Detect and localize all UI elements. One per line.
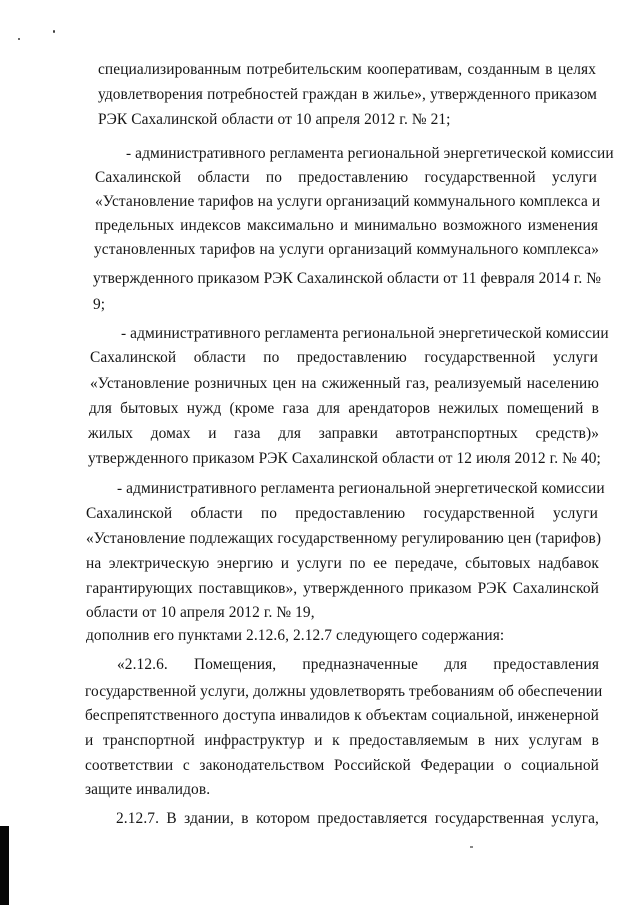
text-line: - административного регламента региональной энергетической комиссии (117, 480, 605, 497)
text-line: государственной услуги, должны удовлетворять требованиям об обеспечении (85, 683, 603, 700)
text-line: Сахалинской области по предоставлению государственной услуги (86, 505, 598, 522)
text-line: утвержденного приказом РЭК Сахалинской области от 11 февраля 2014 г. № (93, 270, 602, 287)
text-line: и транспортной инфраструктур и к предоставляемым в них услугам в (85, 732, 599, 749)
scan-binding-edge (0, 826, 9, 905)
text-line: РЭК Сахалинской области от 10 апреля 2012 г. № 21; (98, 111, 451, 128)
text-line: дополнив его пунктами 2.12.6, 2.12.7 следующего содержания: (86, 627, 505, 644)
text-line: области от 10 апреля 2012 г. № 19, (86, 604, 315, 621)
text-line: «Установление подлежащих государственному регулированию цен (тарифов) (86, 530, 602, 547)
text-line: «Установление тарифов на услуги организаций коммунального комплекса и (95, 193, 601, 210)
scan-speck (53, 30, 55, 33)
text-line: защите инвалидов. (85, 781, 211, 798)
text-line: удовлетворения потребностей граждан в жилье», утвержденного приказом (98, 86, 597, 103)
text-line: 9; (93, 296, 106, 313)
text-line: «Установление розничных цен на сжиженный газ, реализуемый населению (90, 375, 599, 392)
text-line: Сахалинской области по предоставлению государственной услуги (95, 169, 597, 186)
text-line: на электрическую энергию и услуги по ее передаче, сбытовых надбавок (86, 555, 599, 572)
text-line: Сахалинской области по предоставлению государственной услуги (90, 349, 598, 366)
scan-speck (18, 38, 20, 40)
text-line: гарантирующих поставщиков», утвержденного приказом РЭК Сахалинской (86, 580, 599, 597)
text-line: для бытовых нужд (кроме газа для арендаторов нежилых помещений в (89, 400, 599, 417)
text-line: 2.12.7. В здании, в котором предоставляется государственная услуга, (116, 810, 599, 827)
text-line: беспрепятственного доступа инвалидов к объектам социальной, инженерной (85, 707, 599, 724)
text-line: - административного регламента региональной энергетической комиссии (126, 145, 614, 162)
text-line: специализированным потребительским кооперативам, созданным в целях (98, 61, 596, 78)
text-line: утвержденного приказом РЭК Сахалинской области от 12 июля 2012 г. № 40; (88, 450, 601, 467)
text-line: жилых домах и газа для заправки автотранспортных средств)» (88, 425, 599, 442)
text-line: предельных индексов максимально и минимально возможного изменения (95, 217, 598, 234)
text-line: установленных тарифов на услуги организаций коммунального комплекса» (94, 241, 599, 258)
text-line: «2.12.6. Помещения, предназначенные для предоставления (117, 656, 599, 673)
text-line: - административного регламента региональной энергетической комиссии (121, 325, 609, 342)
scan-speck (470, 846, 473, 848)
text-line: соответствии с законодательством Российской Федерации о социальной (85, 757, 599, 774)
